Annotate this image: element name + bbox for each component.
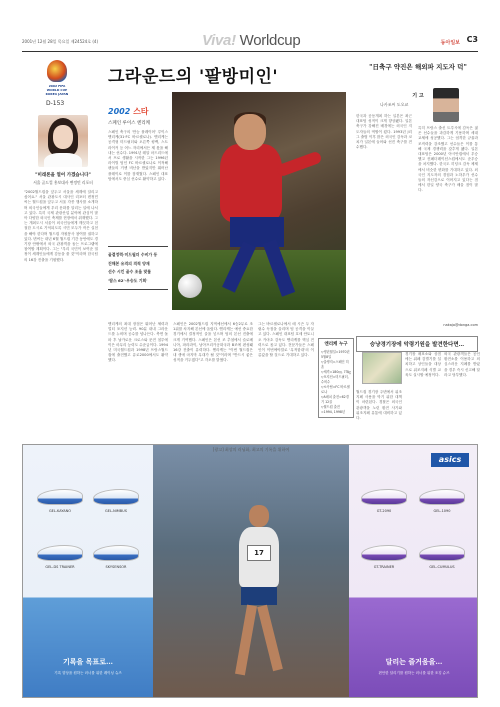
section-title: [202, 32, 300, 49]
runner-leg: [235, 605, 257, 676]
ad-tagline: [광고] 최상의 러닝화, 최고의 기록을 위하여: [212, 447, 290, 452]
article-column-3: 스페인은 2002월드컵 지역예선에서 6승2무로 조 1위를 차지해 본선에 올랐다. 엔리케는 예선 중요한 경기에서 결정적인 골을 넣으며 팀의 본선 진출에 크게 기여했다. 스페인은 본선 조 추첨에서 슬로베니아, 파라과이, 남아프리카공화국과 B조에 편성돼 16강 진출이 유력하다. 엔리케는 "이번 월드컵은 내 생애 마지막 무대가 될 것"이라며 "반드시 좋은 성적을 거두겠다"고 각오를 밝혔다.: [173, 322, 253, 363]
news-box-body-1: 경기장 매표소와 상점에는 위폐 감별기를 설치하고 상인들을 대상으로 위조지폐 식별 교육도 실시할 예정이다.: [405, 352, 441, 377]
shoe-image: [419, 489, 465, 505]
player-photo: [172, 92, 346, 310]
issue-date: 2001년 12월 28일 목요일 제24524호 (4): [22, 39, 99, 44]
page-number: C3: [466, 35, 478, 44]
shoe-label: GT-TRAINER: [373, 565, 395, 569]
star-label: [108, 106, 149, 117]
infobox-row: ▽월드컵 출전=1994, 1998년: [321, 405, 346, 414]
dday-counter: D-153: [46, 100, 65, 107]
runner-leg: [257, 605, 283, 671]
portrait-photo: [38, 115, 88, 167]
article-column-1: 스페인 축구의 '만능 플레이어' 루이스 엔리케(31·FC 바르셀로나). 엔리케는 공격형 미드필더와 오른쪽 윙백, 스트라이커 등 어느 자리에서든 제 몫을 해내는 선수다. 1991년 레알 마드리드에서 프로 생활을 시작한 그는 1996년 라이벌 팀인 FC 바르셀로나로 이적해 팬들의 거센 비난을 받았지만 뛰어난 플레이로 이를 잠재웠다. 스페인 대표팀에서도 중심 선수로 활약하고 있다.: [108, 130, 168, 181]
shoe-image: [93, 489, 139, 505]
star-word: 스타: [133, 107, 149, 116]
shoe-image: [93, 545, 139, 561]
runner-head: [249, 505, 269, 527]
column-headline: "日축구 약진은 해외파 지도자 덕": [369, 63, 467, 71]
portrait-shirt: [44, 153, 82, 167]
column-email: nakajo@donga.com: [443, 323, 478, 327]
worldcup-logo: [44, 60, 70, 96]
runner-shorts: [241, 587, 277, 605]
pull-quote-line: '탐스 62'·우승도 기회': [108, 277, 148, 283]
author-portrait: [433, 88, 459, 122]
infobox-row: ▽출생지=스페인 히혼: [321, 360, 349, 369]
page-header: [22, 30, 478, 52]
worldcup-emblem-icon: [47, 60, 67, 82]
column-author: 나카조씨 도오쿄: [380, 102, 409, 107]
left-caption-title: "미래론을 열어 가겠습니다": [35, 173, 91, 178]
shoe-image: [37, 489, 83, 505]
infobox-row: ▽소속팀=FC 바르셀로나: [321, 385, 350, 394]
news-box-body-0: 월드컵 경기장 주변에서 위조지폐 사용을 막기 위한 대책이 마련된다. 경찰은 외국인 관광객을 노린 환전 사기와 위조지폐 유통에 대비하고 있다.: [356, 390, 402, 421]
shoe-label: GEL-CUMULUS: [429, 565, 455, 569]
pull-quote-line: 선수 시킨 골수 조율 맞물: [108, 269, 152, 274]
photo-player-head: [234, 114, 266, 150]
shoe-image: [361, 545, 407, 561]
pull-quote-line: 진해본 유격의 격적 양재: [108, 260, 150, 266]
article-column-2: 엔리케의 최대 장점은 뛰어난 체력과 멀티 포지션 능력. 90분 내내 그라운드를 누비며 공수를 넘나든다. 측면 돌파 후 날카로운 크로스와 문전 침투에 이은 마무리 능력도 수준급이다. 1994년 미국월드컵과 1998년 프랑스월드컵에 출전했고 유로2000에서도 활약했다.: [108, 322, 168, 363]
banknote-photo: [362, 352, 402, 384]
photo-player-arm: [275, 150, 322, 177]
shoe-label: SKYSENSOR: [105, 565, 127, 569]
portrait-face: [53, 125, 73, 149]
infobox-row: ▽생년월일=1970년 5월8일: [321, 350, 350, 359]
star-year: 2002: [108, 107, 131, 116]
section-title-viva: Viva!: [202, 32, 236, 49]
star-player-name: 스페인 루이스 엔리케: [108, 121, 150, 126]
infobox-row: ▽체격=180㎝, 73㎏: [321, 370, 351, 374]
shoe-image: [419, 545, 465, 561]
shoe-label: GEL-DS TRAINER: [45, 565, 75, 569]
ad-right-subtext: 편안한 달리기를 원하는 러너를 위한 조깅 슈즈: [378, 671, 450, 675]
pull-quote-box: [108, 246, 168, 290]
shoe-label: GEL-NIMBUS: [105, 509, 127, 513]
asics-logo: asics: [431, 453, 469, 467]
ad-runner-figure: [223, 505, 293, 685]
column-body-2: 특히 프랑스 출신 트루시에 감독은 젊은 선수들을 과감하게 기용하며 세대교체에 성공했다. 그는 엄격한 규율과 조직력을 강조했고 선수들은 이를 통해 국제 경쟁력을 갖추게 됐다. 일본 대표팀은 2000년 아시안컵에서 우승했고 컨페더레이션스컵에서도 준우승을 차지했다. 한국도 히딩크 감독 체제에서 비슷한 변화를 기대하고 있다. 외국인 지도자의 경험과 노하우가 선수들의 자신감으로 이어지고 있다는 점에서 한일 양국 축구가 배울 점이 많다.: [418, 126, 478, 193]
photo-player-jersey: [220, 144, 282, 222]
ad-left-subtext: 기록 향상을 원하는 러너를 위한 레이싱 슈즈: [54, 671, 122, 675]
advertisement[interactable]: [22, 444, 478, 698]
shoe-image: [37, 545, 83, 561]
news-box-headline: 승냥경기장에 악령기원을 발견한다면…: [356, 336, 478, 352]
column-body-1: 한국과 공동개최 하는 일본은 최근 대표팀 성적이 크게 향상됐다. 일본 축구가 강해진 배경에는 외국인 지도자들의 역할이 컸다. 1993년 J리그 출범 이후 많은 외국인 감독과 코치가 일본에 들어와 선진 축구를 전수했다.: [356, 114, 412, 150]
ad-right-headline: 달리는 즐거움을…: [385, 657, 443, 666]
news-box-body-2: 외국 관광객들은 공인 환전소를 이용하고 의심스러운 지폐를 받았을 경우 즉시 신고해 달라고 당부했다.: [444, 352, 480, 377]
runner-bib-number: 17: [247, 545, 271, 561]
shoe-label: GEL-1090: [433, 509, 451, 513]
newspaper-name: 동아일보: [440, 40, 460, 46]
shoe-label: GT-2090: [376, 509, 392, 513]
shoe-label: GEL-KAYANO: [48, 509, 72, 513]
main-headline: 그라운드의 '팔방미인': [108, 67, 279, 87]
profile-infobox: [318, 338, 354, 418]
column-byline: 기 고: [412, 93, 424, 99]
left-article-body: "2002월드컵을 앞두고 서울을 세계에 알리고 싶어요." 서울 관광도시 대사인 리포터 변정민씨는 월드컵을 앞두고 서울 각종 행사를 소개하며 외국인들에게 우리 문화를 알리는 일에 나서고 있다. 특히 국제 관광산업 분야에 관심이 많아 다양한 외국인 축제를 현장에서 취재했다. 그는 개최도시 서울이 외국인들에게 깨끗하고 친절한 도시로 기억되도록 시민 모두가 작은 실천을 해야 한다며 월드컵 자원봉사 참여를 권하고 있다. 변씨는 내년 6월 월드컵 기간 동안에도 경기장 안팎에서 외국 관광객을 돕는 프로그램에 참여할 계획이다. 그는 "우리 국민이 보여준 열정이 세계인들에게 감동을 줄 것"이라며 한국팀의 16강 진출을 기원했다.: [24, 190, 98, 262]
shoe-image: [361, 489, 407, 505]
soccer-ball-icon: [178, 274, 202, 298]
ad-left-headline: 기록을 목표로…: [62, 657, 113, 666]
left-caption-sub: 서울 골드컵 홍보대사 변정민 리포터: [33, 180, 93, 185]
article-column-4: 그는 바르셀로나에서 매 시즌 두 자릿수 득점을 올리며 팀 공격을 이끌고 있다. 스페인 대표팀 호세 안토니오 카마초 감독도 엔리케를 핵심 전력으로 꼽고 있다. 전문가들은 스페인이 이번에야말로 '무적함대'의 이름값을 할 것으로 기대하고 있다.: [258, 322, 314, 358]
infobox-title: 엔리케 누구: [324, 342, 348, 347]
infobox-row: ▽A매치 출전=62경기 12골: [321, 395, 349, 404]
section-title-worldcup: Worldcup: [239, 32, 301, 49]
pull-quote-line: 골결정력·미드필더 수비가 동: [108, 252, 158, 257]
infobox-row: ▽포지션=미드필더, 수비수: [321, 375, 349, 384]
worldcup-logo-text: 2002 FIFA WORLD CUP KOREA JAPAN: [45, 84, 69, 96]
